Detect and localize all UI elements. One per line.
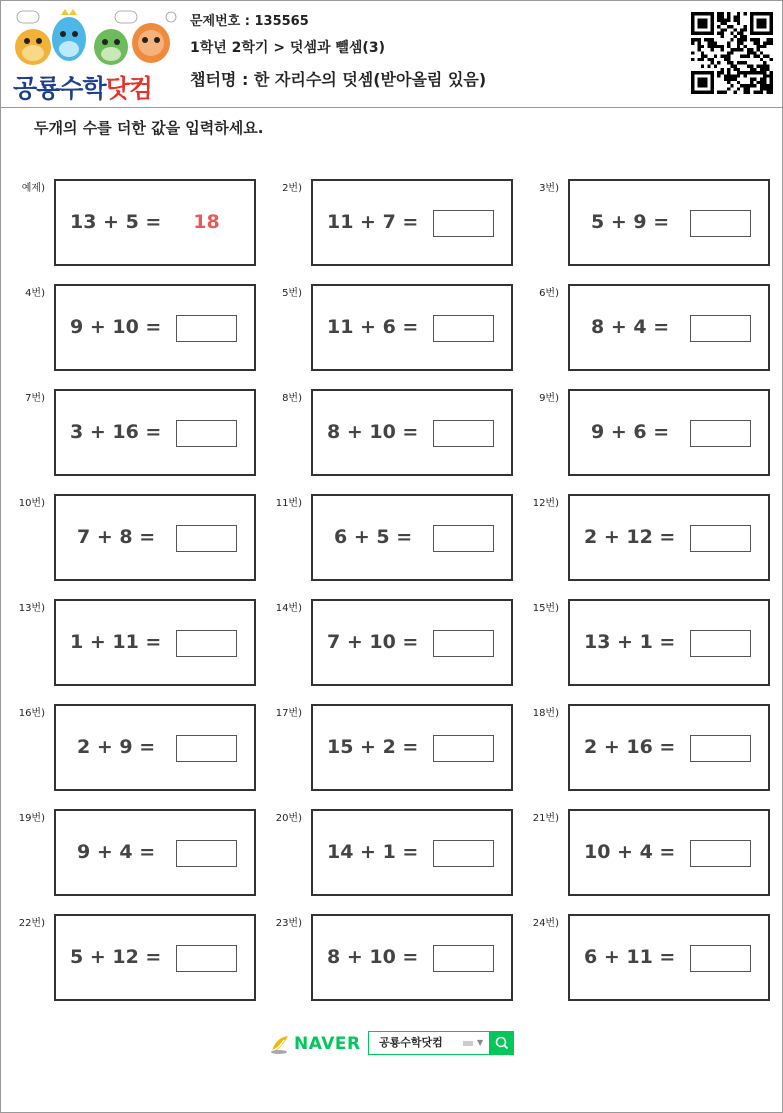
answer-input[interactable] — [176, 840, 237, 867]
naver-search-input[interactable] — [368, 1031, 490, 1055]
answer-input[interactable] — [176, 630, 237, 657]
problem-label: 14번) — [275, 603, 302, 614]
problem-expression: 5 + 12 = — [70, 946, 162, 968]
answer-input[interactable] — [433, 315, 494, 342]
problem-label: 12번) — [532, 498, 559, 509]
problem-card — [568, 494, 770, 581]
problem-expression: 2 + 12 = — [584, 526, 676, 548]
problem-label: 6번) — [539, 288, 559, 299]
problem-card — [311, 494, 513, 581]
problem-expression: 14 + 1 = — [327, 841, 419, 863]
problem-expression: 8 + 4 = — [591, 316, 670, 338]
problem-card — [311, 284, 513, 371]
problem-card — [568, 284, 770, 371]
answer-input[interactable] — [176, 315, 237, 342]
answer-input[interactable] — [433, 945, 494, 972]
problem-expression: 7 + 10 = — [327, 631, 419, 653]
problem-card — [54, 704, 256, 791]
problem-label: 23번) — [275, 918, 302, 929]
dinosaur-mascots-image — [11, 7, 179, 69]
problem-card — [311, 914, 513, 1001]
problem-card — [568, 704, 770, 791]
problem-label: 24번) — [532, 918, 559, 929]
search-button[interactable] — [490, 1031, 514, 1055]
problem-expression: 11 + 7 = — [327, 211, 419, 233]
problem-expression: 6 + 11 = — [584, 946, 676, 968]
answer-input[interactable] — [433, 840, 494, 867]
problem-label: 4번) — [25, 288, 45, 299]
answer-input[interactable] — [433, 525, 494, 552]
naver-search-banner[interactable] — [269, 1031, 515, 1057]
naver-logo-text: NAVER — [294, 1034, 361, 1054]
answer-input[interactable] — [690, 420, 751, 447]
problem-expression: 15 + 2 = — [327, 736, 419, 758]
answer-input[interactable] — [690, 840, 751, 867]
problem-label: 11번) — [275, 498, 302, 509]
problem-card — [568, 809, 770, 896]
qr-code-icon[interactable] — [691, 12, 773, 94]
problem-expression: 5 + 9 = — [591, 211, 670, 233]
search-input-value: 공룡수학닷컴 — [379, 1036, 443, 1049]
problem-expression: 8 + 10 = — [327, 421, 419, 443]
problem-card — [54, 179, 256, 266]
problem-card — [54, 284, 256, 371]
problem-label: 13번) — [18, 603, 45, 614]
problem-label: 5번) — [282, 288, 302, 299]
problem-card — [311, 389, 513, 476]
problem-card — [311, 704, 513, 791]
problem-label: 9번) — [539, 393, 559, 404]
search-icon — [490, 1031, 514, 1055]
problem-card — [311, 599, 513, 686]
answer-input[interactable] — [176, 420, 237, 447]
breadcrumb: 1학년 2학기 > 덧셈과 뺄셈(3) — [190, 40, 385, 56]
problem-card — [311, 809, 513, 896]
problem-card — [54, 599, 256, 686]
problem-card — [568, 599, 770, 686]
problem-expression: 11 + 6 = — [327, 316, 419, 338]
brand-name-part2: 닷컴 — [105, 74, 152, 103]
problem-expression: 9 + 6 = — [591, 421, 670, 443]
problem-expression: 8 + 10 = — [327, 946, 419, 968]
answer-input[interactable] — [690, 630, 751, 657]
answer-input[interactable] — [433, 210, 494, 237]
answer-input[interactable] — [690, 735, 751, 762]
problem-card — [568, 389, 770, 476]
problem-label: 20번) — [275, 813, 302, 824]
problem-label: 17번) — [275, 708, 302, 719]
answer-input[interactable] — [690, 210, 751, 237]
problem-label: 8번) — [282, 393, 302, 404]
problem-number: 문제번호 : 135565 — [190, 14, 309, 29]
problem-label: 예제) — [21, 183, 45, 194]
naver-leaf-icon — [269, 1033, 291, 1055]
problem-label: 7번) — [25, 393, 45, 404]
answer-input[interactable] — [690, 945, 751, 972]
answer-input[interactable] — [433, 630, 494, 657]
problem-card — [54, 809, 256, 896]
worksheet-header — [1, 1, 782, 108]
brand-name-part1: 공룡수학 — [13, 74, 106, 103]
problem-card — [54, 389, 256, 476]
example-answer: 18 — [193, 211, 220, 233]
problem-label: 10번) — [18, 498, 45, 509]
chevron-down-icon[interactable]: ▼ — [477, 1038, 484, 1047]
problem-label: 22번) — [18, 918, 45, 929]
problem-expression: 13 + 5 = — [70, 211, 162, 233]
instruction-text: 두개의 수를 더한 값을 입력하세요. — [34, 119, 264, 137]
problem-label: 2번) — [282, 183, 302, 194]
keyboard-icon[interactable] — [463, 1041, 473, 1046]
problem-expression: 2 + 16 = — [584, 736, 676, 758]
problem-label: 16번) — [18, 708, 45, 719]
problem-expression: 10 + 4 = — [584, 841, 676, 863]
problem-label: 19번) — [18, 813, 45, 824]
problem-card — [54, 494, 256, 581]
answer-input[interactable] — [690, 315, 751, 342]
problem-card — [311, 179, 513, 266]
answer-input[interactable] — [176, 945, 237, 972]
answer-input[interactable] — [433, 420, 494, 447]
problem-card — [54, 914, 256, 1001]
problem-label: 18번) — [532, 708, 559, 719]
answer-input[interactable] — [176, 735, 237, 762]
problem-expression: 6 + 5 = — [334, 526, 413, 548]
problem-expression: 3 + 16 = — [70, 421, 162, 443]
problem-expression: 9 + 10 = — [70, 316, 162, 338]
worksheet-meta — [190, 11, 486, 95]
problem-label: 21번) — [532, 813, 559, 824]
problem-expression: 9 + 4 = — [77, 841, 156, 863]
problem-expression: 2 + 9 = — [77, 736, 156, 758]
problem-label: 15번) — [532, 603, 559, 614]
answer-input[interactable] — [433, 735, 494, 762]
problem-card — [568, 914, 770, 1001]
problem-card — [568, 179, 770, 266]
problem-label: 3번) — [539, 183, 559, 194]
brand-name — [13, 69, 152, 105]
problem-expression: 7 + 8 = — [77, 526, 156, 548]
problem-expression: 13 + 1 = — [584, 631, 676, 653]
site-logo[interactable] — [11, 7, 179, 101]
problem-expression: 1 + 11 = — [70, 631, 162, 653]
chapter-title: 챕터명 : 한 자리수의 덧셈(받아올림 있음) — [190, 70, 487, 89]
answer-input[interactable] — [176, 525, 237, 552]
answer-input[interactable] — [690, 525, 751, 552]
